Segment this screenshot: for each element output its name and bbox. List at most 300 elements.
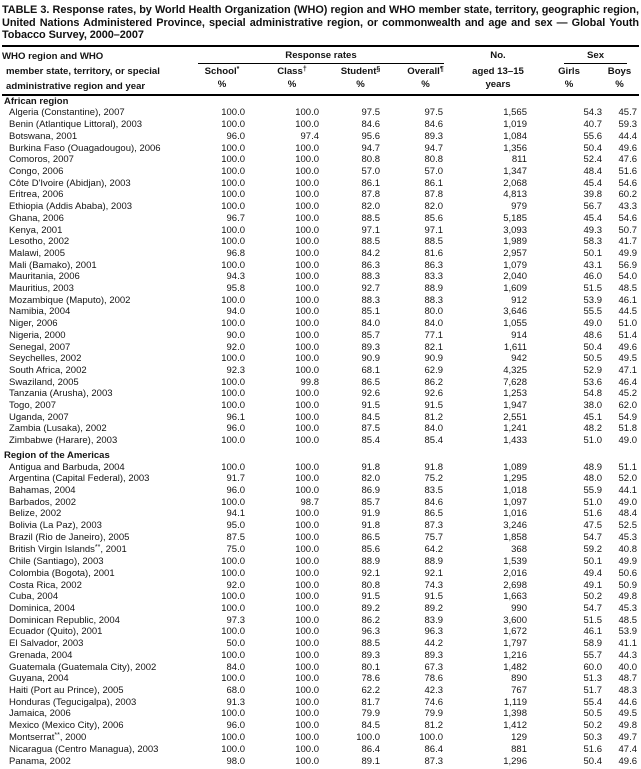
row-value: 1,216 <box>503 649 527 661</box>
row-value: 100.0 <box>419 731 443 743</box>
row-value: 40.7 <box>583 119 602 131</box>
row-value: 50.3 <box>583 731 602 743</box>
row-label: Colombia (Bogota), 2001 <box>9 567 115 579</box>
row-value: 48.3 <box>618 684 637 696</box>
footnote-marker: ¶ <box>439 65 444 73</box>
row-value: 1,989 <box>503 236 527 248</box>
row-value: 60.2 <box>618 189 637 201</box>
row-value: 92.0 <box>226 579 245 591</box>
row-value: 96.0 <box>226 423 245 435</box>
row-value: 68.1 <box>361 364 380 376</box>
column-subheader-2: % <box>287 78 297 90</box>
table-row <box>2 744 639 756</box>
row-label: Ecuador (Quito), 2001 <box>9 626 103 638</box>
row-label: El Salvador, 2003 <box>9 638 84 650</box>
row-value: 100.0 <box>295 177 319 189</box>
row-value: 1,055 <box>503 318 527 330</box>
row-value: 1,663 <box>503 591 527 603</box>
table-row <box>2 283 639 295</box>
row-label: Congo, 2006 <box>9 166 64 177</box>
row-value: 51.0 <box>618 318 637 330</box>
row-value: 86.5 <box>424 508 443 520</box>
row-value: 100.0 <box>221 376 245 388</box>
row-value: 1,565 <box>503 107 527 119</box>
row-value: 100.0 <box>295 189 319 201</box>
row-value: 1,539 <box>503 556 527 568</box>
table-row <box>2 638 639 650</box>
row-value: 47.1 <box>618 364 637 376</box>
row-value: 85.6 <box>361 543 380 555</box>
row-value: 49.0 <box>618 435 637 447</box>
row-value: 100.0 <box>295 142 319 154</box>
row-value: 85.7 <box>361 329 380 341</box>
row-value: 1,482 <box>503 661 527 673</box>
column-header-4: Overall¶ <box>407 65 444 77</box>
column-header-5: aged 13–15 <box>472 65 524 77</box>
row-label: Honduras (Tegucigalpa), 2003 <box>9 696 137 708</box>
row-value: 84.0 <box>424 423 443 435</box>
row-value: 100.0 <box>221 107 245 119</box>
row-label: Algeria (Constantine), 2007 <box>9 107 125 119</box>
row-label: Cuba, 2004 <box>9 591 59 603</box>
row-value: 49.9 <box>618 556 637 568</box>
row-value: 44.1 <box>618 484 637 496</box>
row-value: 86.3 <box>424 259 443 271</box>
row-value: 43.1 <box>583 259 602 271</box>
row-value: 82.0 <box>424 201 443 213</box>
row-value: 80.8 <box>361 154 380 166</box>
row-value: 41.7 <box>618 236 637 248</box>
table-row <box>2 388 639 400</box>
row-value: 100.0 <box>221 177 245 189</box>
row-value: 100.0 <box>221 400 245 412</box>
table-row <box>2 568 639 580</box>
row-value: 100.0 <box>295 259 319 271</box>
table-row <box>2 662 639 674</box>
row-value: 75.0 <box>226 543 245 555</box>
row-value: 49.3 <box>583 224 602 236</box>
row-value: 92.0 <box>226 341 245 353</box>
row-value: 91.5 <box>361 400 380 412</box>
row-value: 1,672 <box>503 626 527 638</box>
row-value: 94.3 <box>226 271 245 283</box>
table-row <box>2 143 639 155</box>
row-value: 100.0 <box>295 696 319 708</box>
row-header-line-3: administrative region and year <box>6 80 146 92</box>
row-value: 49.8 <box>618 591 637 603</box>
row-value: 94.1 <box>226 508 245 520</box>
row-value: 45.4 <box>583 212 602 224</box>
row-label: Senegal, 2007 <box>9 341 71 353</box>
table-row <box>2 318 639 330</box>
table-header <box>2 45 639 96</box>
row-label: Costa Rica, 2002 <box>9 579 82 591</box>
row-value: 80.0 <box>424 306 443 318</box>
row-value: 100.0 <box>295 484 319 496</box>
row-value: 90.9 <box>424 353 443 365</box>
table-row <box>2 544 639 557</box>
row-value: 45.3 <box>618 531 637 543</box>
table-row <box>2 591 639 603</box>
row-value: 79.9 <box>424 708 443 720</box>
row-value: 83.5 <box>424 484 443 496</box>
row-value: 2,040 <box>503 271 527 283</box>
row-value: 51.6 <box>618 166 637 177</box>
row-value: 82.1 <box>424 341 443 353</box>
row-label: Guyana, 2004 <box>9 673 69 685</box>
row-value: 100.0 <box>295 473 319 485</box>
row-value: 2,551 <box>503 411 527 423</box>
row-value: 54.9 <box>618 411 637 423</box>
row-value: 96.8 <box>226 247 245 259</box>
table-row <box>2 720 639 732</box>
row-value: 1,609 <box>503 283 527 295</box>
row-value: 91.5 <box>361 591 380 603</box>
row-value: 100.0 <box>295 364 319 376</box>
row-label: Benin (Atlantique Littoral), 2003 <box>9 119 143 131</box>
row-value: 86.5 <box>361 376 380 388</box>
row-value: 54.8 <box>583 388 602 400</box>
row-value: 78.6 <box>424 673 443 685</box>
row-value: 91.9 <box>361 508 380 520</box>
table-row <box>2 580 639 592</box>
row-value: 49.5 <box>618 708 637 720</box>
row-value: 84.0 <box>226 661 245 673</box>
table-row <box>2 462 639 474</box>
row-header-line-1: WHO region and WHO <box>2 50 104 62</box>
row-value: 91.8 <box>361 461 380 473</box>
table-row <box>2 342 639 354</box>
row-value: 87.3 <box>424 520 443 532</box>
column-header-3: Student§ <box>340 65 381 77</box>
row-value: 51.5 <box>583 283 602 295</box>
row-label: British Virgin Islands**, 2001 <box>9 543 127 555</box>
row-value: 1,089 <box>503 461 527 473</box>
table-row <box>2 520 639 532</box>
row-value: 89.1 <box>361 756 380 768</box>
row-label: Barbados, 2002 <box>9 496 77 508</box>
row-label: Uganda, 2007 <box>9 411 69 423</box>
row-value: 84.6 <box>361 119 380 131</box>
table-row <box>2 615 639 627</box>
row-label: Lesotho, 2002 <box>9 236 70 248</box>
row-value: 55.7 <box>583 649 602 661</box>
table-row <box>2 603 639 615</box>
table-row <box>2 708 639 720</box>
row-value: 67.3 <box>424 661 443 673</box>
row-value: 100.0 <box>295 744 319 756</box>
row-value: 51.5 <box>583 614 602 626</box>
table-row <box>2 626 639 638</box>
row-value: 56.7 <box>583 201 602 213</box>
row-value: 100.0 <box>295 388 319 400</box>
row-value: 49.5 <box>618 353 637 365</box>
row-value: 49.0 <box>618 496 637 508</box>
footnote-marker: § <box>376 65 381 73</box>
row-value: 88.9 <box>361 556 380 568</box>
row-value: 99.8 <box>300 376 319 388</box>
row-value: 100.0 <box>221 567 245 579</box>
row-label: Togo, 2007 <box>9 400 57 412</box>
row-value: 79.9 <box>361 708 380 720</box>
table-row <box>2 330 639 342</box>
row-value: 100.0 <box>295 508 319 520</box>
row-value: 100.0 <box>221 626 245 638</box>
row-label: Nicaragua (Centro Managua), 2003 <box>9 744 159 756</box>
row-value: 914 <box>511 329 527 341</box>
row-value: 100.0 <box>221 591 245 603</box>
row-value: 100.0 <box>295 520 319 532</box>
column-header-6: Girls <box>558 65 580 77</box>
row-value: 46.0 <box>583 271 602 283</box>
row-value: 100.0 <box>295 461 319 473</box>
row-value: 88.3 <box>361 294 380 306</box>
row-value: 49.6 <box>618 142 637 154</box>
column-header-7: Boys <box>607 65 632 77</box>
row-value: 94.0 <box>226 306 245 318</box>
row-value: 100.0 <box>295 353 319 365</box>
row-value: 100.0 <box>356 731 380 743</box>
row-value: 87.5 <box>226 531 245 543</box>
row-value: 51.0 <box>583 496 602 508</box>
row-value: 54.0 <box>618 271 637 283</box>
row-value: 81.7 <box>361 696 380 708</box>
row-value: 89.3 <box>424 130 443 142</box>
row-value: 51.1 <box>618 461 637 473</box>
row-label: Bahamas, 2004 <box>9 484 76 496</box>
row-value: 44.4 <box>618 130 637 142</box>
row-value: 91.5 <box>424 591 443 603</box>
row-value: 47.4 <box>618 744 637 756</box>
row-value: 942 <box>511 353 527 365</box>
row-value: 90.9 <box>361 353 380 365</box>
row-value: 1,097 <box>503 496 527 508</box>
row-value: 100.0 <box>295 236 319 248</box>
row-value: 46.1 <box>583 626 602 638</box>
footnote-marker: * <box>236 65 240 73</box>
column-subheader-1: % <box>217 78 227 90</box>
row-label: Seychelles, 2002 <box>9 353 82 365</box>
row-value: 59.2 <box>583 543 602 555</box>
row-value: 3,600 <box>503 614 527 626</box>
row-value: 45.1 <box>583 411 602 423</box>
row-value: 85.7 <box>361 496 380 508</box>
row-value: 49.0 <box>583 318 602 330</box>
row-value: 84.0 <box>361 318 380 330</box>
row-value: 100.0 <box>221 388 245 400</box>
row-value: 100.0 <box>221 496 245 508</box>
row-value: 100.0 <box>295 531 319 543</box>
row-label: Mozambique (Maputo), 2002 <box>9 294 131 306</box>
row-value: 100.0 <box>221 556 245 568</box>
row-value: 2,957 <box>503 247 527 259</box>
row-value: 912 <box>511 294 527 306</box>
row-value: 97.5 <box>361 107 380 119</box>
row-label: Comoros, 2007 <box>9 154 74 166</box>
row-value: 91.5 <box>424 400 443 412</box>
row-value: 87.5 <box>361 423 380 435</box>
row-value: 100.0 <box>295 329 319 341</box>
row-value: 5,185 <box>503 212 527 224</box>
row-value: 51.6 <box>583 744 602 756</box>
row-value: 44.5 <box>618 306 637 318</box>
row-label: Grenada, 2004 <box>9 649 73 661</box>
row-header-label <box>2 47 188 94</box>
row-value: 100.0 <box>295 731 319 743</box>
row-value: 89.3 <box>424 649 443 661</box>
row-label: Zimbabwe (Harare), 2003 <box>9 435 118 447</box>
row-value: 86.4 <box>361 744 380 756</box>
table-row <box>2 412 639 424</box>
row-value: 100.0 <box>295 212 319 224</box>
row-value: 100.0 <box>221 708 245 720</box>
row-value: 68.0 <box>226 684 245 696</box>
table-row <box>2 423 639 435</box>
column-header-2: Class† <box>277 65 307 77</box>
table-row <box>2 225 639 237</box>
row-value: 890 <box>511 673 527 685</box>
row-value: 100.0 <box>295 271 319 283</box>
row-value: 129 <box>511 731 527 743</box>
row-value: 52.9 <box>583 364 602 376</box>
row-label: Mexico (Mexico City), 2006 <box>9 720 124 732</box>
row-value: 43.3 <box>618 201 637 213</box>
row-value: 88.5 <box>361 236 380 248</box>
column-headers <box>188 64 639 79</box>
table-title: TABLE 3. Response rates, by World Health Organization (WHO) region and WHO member state, territory, geographic region, United Nations Administered Province, special administrative region, or commonwealth and age and sex — Global Youth Tobacco Survey, 2000–2007 <box>2 4 639 42</box>
row-value: 86.1 <box>361 177 380 189</box>
row-value: 50.1 <box>583 247 602 259</box>
row-value: 44.3 <box>618 649 637 661</box>
group-headers <box>188 47 639 64</box>
row-value: 49.1 <box>583 579 602 591</box>
row-value: 45.7 <box>618 107 637 119</box>
row-value: 44.2 <box>424 638 443 650</box>
row-value: 49.6 <box>618 756 637 768</box>
row-value: 83.3 <box>424 271 443 283</box>
row-value: 1,858 <box>503 531 527 543</box>
row-value: 87.8 <box>424 189 443 201</box>
table-row <box>2 306 639 318</box>
row-value: 100.0 <box>295 107 319 119</box>
row-value: 100.0 <box>221 259 245 271</box>
row-value: 48.5 <box>618 614 637 626</box>
row-value: 100.0 <box>295 614 319 626</box>
row-value: 100.0 <box>295 626 319 638</box>
column-header-1: School* <box>204 65 240 77</box>
row-value: 58.3 <box>583 236 602 248</box>
row-value: 40.0 <box>618 661 637 673</box>
table-row <box>2 189 639 201</box>
column-header-block <box>188 47 639 94</box>
row-value: 48.7 <box>618 673 637 685</box>
table-row <box>2 131 639 143</box>
column-subheader-4: % <box>421 78 430 90</box>
row-value: 97.1 <box>424 224 443 236</box>
row-value: 100.0 <box>221 461 245 473</box>
row-label: Mali (Bamako), 2001 <box>9 259 97 271</box>
row-value: 100.0 <box>221 353 245 365</box>
table-row <box>2 353 639 365</box>
column-subheaders <box>188 79 639 93</box>
row-label: Eritrea, 2006 <box>9 189 64 201</box>
row-value: 64.2 <box>424 543 443 555</box>
row-value: 85.1 <box>361 306 380 318</box>
row-value: 80.8 <box>424 154 443 166</box>
row-label: Haiti (Port au Prince), 2005 <box>9 684 124 696</box>
row-value: 1,253 <box>503 388 527 400</box>
row-value: 51.4 <box>618 329 637 341</box>
row-value: 100.0 <box>295 661 319 673</box>
row-value: 100.0 <box>221 731 245 743</box>
row-value: 89.3 <box>361 341 380 353</box>
row-label: Belize, 2002 <box>9 508 62 520</box>
row-label: Niger, 2006 <box>9 318 58 330</box>
row-value: 1,084 <box>503 130 527 142</box>
row-value: 54.6 <box>618 177 637 189</box>
row-value: 44.6 <box>618 696 637 708</box>
row-value: 100.0 <box>295 556 319 568</box>
row-value: 86.9 <box>361 484 380 496</box>
row-label: Chile (Santiago), 2003 <box>9 556 104 568</box>
row-value: 3,246 <box>503 520 527 532</box>
row-value: 1,398 <box>503 708 527 720</box>
row-value: 1,356 <box>503 142 527 154</box>
row-value: 990 <box>511 603 527 615</box>
row-value: 52.5 <box>618 520 637 532</box>
row-value: 50.1 <box>583 556 602 568</box>
row-value: 59.3 <box>618 119 637 131</box>
row-value: 92.1 <box>424 567 443 579</box>
table-row <box>2 732 639 745</box>
row-value: 42.3 <box>424 684 443 696</box>
table-row <box>2 673 639 685</box>
row-value: 50.5 <box>583 353 602 365</box>
row-label: Antigua and Barbuda, 2004 <box>9 461 125 473</box>
row-value: 87.3 <box>424 756 443 768</box>
row-value: 51.0 <box>583 435 602 447</box>
row-value: 45.2 <box>618 388 637 400</box>
table-row <box>2 213 639 225</box>
row-value: 86.2 <box>424 376 443 388</box>
row-value: 49.9 <box>618 247 637 259</box>
row-value: 100.0 <box>221 236 245 248</box>
table-row <box>2 377 639 389</box>
row-value: 55.9 <box>583 484 602 496</box>
row-value: 62.0 <box>618 400 637 412</box>
row-value: 96.0 <box>226 130 245 142</box>
row-label: Brazil (Rio de Janeiro), 2005 <box>9 531 130 543</box>
row-value: 50.5 <box>583 708 602 720</box>
table-row <box>2 201 639 213</box>
row-value: 38.0 <box>583 400 602 412</box>
table-row <box>2 154 639 166</box>
row-value: 80.8 <box>361 579 380 591</box>
row-value: 96.0 <box>226 720 245 732</box>
row-value: 100.0 <box>295 166 319 177</box>
row-value: 50.4 <box>583 756 602 768</box>
row-value: 96.7 <box>226 212 245 224</box>
row-value: 100.0 <box>295 154 319 166</box>
row-value: 51.6 <box>583 508 602 520</box>
row-label: South Africa, 2002 <box>9 364 87 376</box>
table-row <box>2 685 639 697</box>
row-value: 100.0 <box>295 638 319 650</box>
row-value: 100.0 <box>221 744 245 756</box>
row-label: Tanzania (Arusha), 2003 <box>9 388 113 400</box>
row-value: 92.6 <box>361 388 380 400</box>
row-value: 48.9 <box>583 461 602 473</box>
